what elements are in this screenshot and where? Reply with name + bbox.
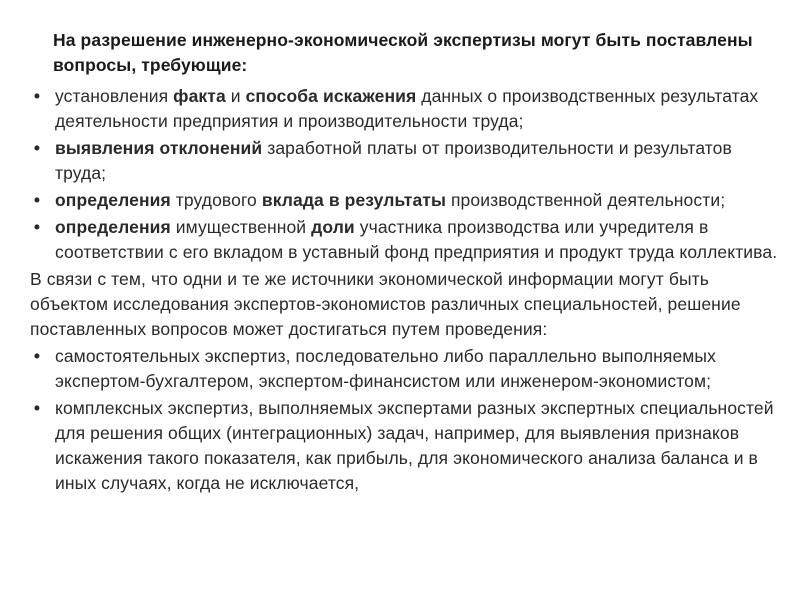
- bullet-icon: •: [33, 346, 41, 366]
- text-segment: заработной платы от производительности и результатов труда;: [55, 138, 732, 183]
- text-segment: самостоятельных экспертиз, последовательно либо параллельно выполняемых экспертом-бухгалтером, экспертом-финансистом или инженером-экономистом;: [55, 346, 716, 391]
- bold-text: факта: [173, 86, 226, 106]
- body-paragraph: В связи с тем, что одни и те же источники экономической информации могут быть объектом исследования экспертов-экономистов различных специальностей, решение поставленных вопросов может достигаться путем проведения:: [30, 269, 741, 339]
- text-segment: и: [225, 86, 246, 106]
- bullet-icon: •: [33, 217, 41, 237]
- bullet-icon: •: [33, 398, 41, 418]
- text-segment: трудового: [170, 190, 262, 210]
- bullet-icon: •: [33, 138, 41, 158]
- text-segment: имущественной: [170, 217, 312, 237]
- expertise-type-list: [30, 344, 780, 496]
- question-item: [30, 136, 780, 186]
- bullet-icon: •: [33, 190, 41, 210]
- bold-text: доли: [311, 217, 355, 237]
- bold-text: способа искажения: [245, 86, 417, 106]
- text-segment: участника производства или учредителя в соответствии с его вкладом в уставный фонд предприятия и продукт труда коллектива.: [55, 217, 778, 262]
- text-segment: комплексных экспертиз, выполняемых экспертами разных экспертных специальностей для решения общих (интеграционных) задач, например, для выявления признаков искажения такого показателя, как прибыль, для экономического анализа баланса и в иных случаях, когда не исключается,: [55, 398, 774, 493]
- bold-text: вклада в результаты: [261, 190, 447, 210]
- bold-text: определения: [55, 190, 171, 210]
- text-segment: установления: [55, 86, 174, 106]
- bold-text: выявления отклонений: [55, 138, 263, 158]
- text-segment: данных о производственных результатах деятельности предприятия и производительности труда;: [55, 86, 759, 131]
- document-body: [30, 28, 780, 498]
- expertise-type-item: [30, 396, 780, 496]
- question-item: [30, 188, 780, 213]
- question-item: [30, 84, 780, 134]
- question-list: [30, 84, 780, 265]
- page-heading: На разрешение инженерно-экономической экспертизы могут быть поставлены вопросы, требующие:: [53, 30, 753, 75]
- question-item: [30, 215, 780, 265]
- bullet-icon: •: [33, 86, 41, 106]
- expertise-type-item: [30, 344, 780, 394]
- text-segment: производственной деятельности;: [446, 190, 726, 210]
- bold-text: определения: [55, 217, 171, 237]
